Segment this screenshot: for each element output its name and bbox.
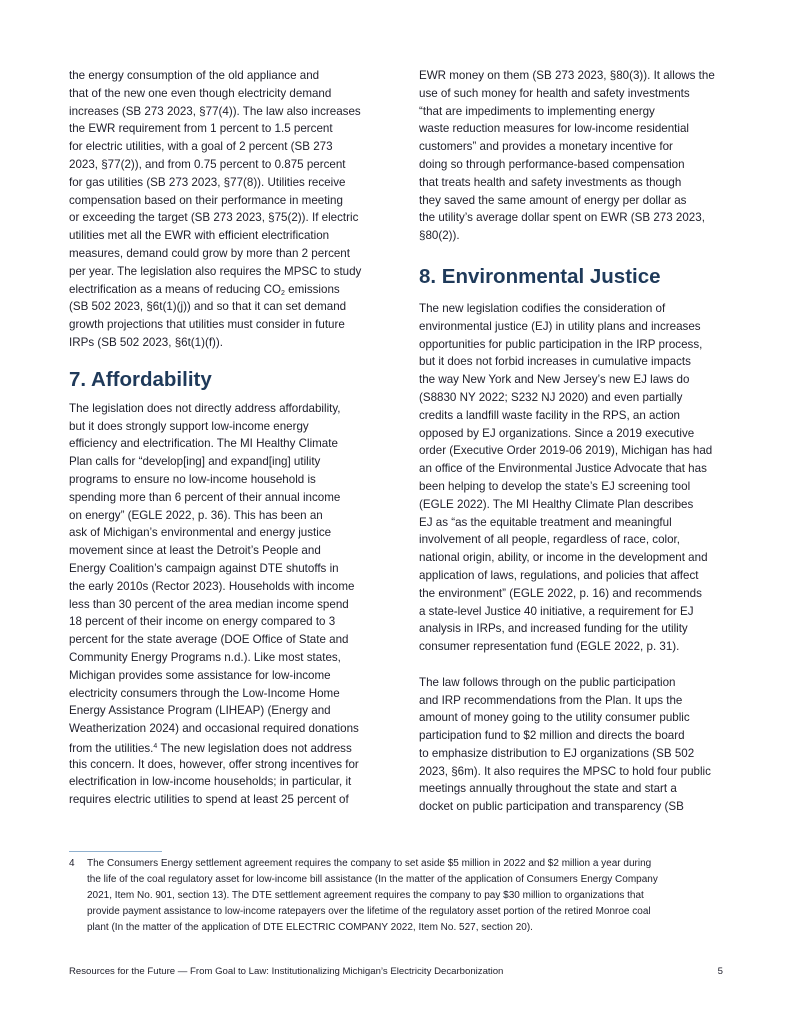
text-line: The new legislation codifies the consideration of — [419, 301, 666, 315]
text-line: (SB 502 2023, §6t(1)(j)) and so that it can set demand — [69, 300, 347, 314]
section-heading-affordability: 7. Affordability — [69, 367, 212, 391]
text-line: for gas utilities (SB 273 2023, §77(8)). Utilities receive — [69, 175, 346, 189]
footnote-marker[interactable]: 4 — [153, 742, 158, 750]
text-line: on energy” (EGLE 2022, p. 36). This has been an — [69, 508, 323, 522]
left-column — [69, 67, 373, 809]
text-line: (EGLE 2022). The MI Healthy Climate Plan describes — [419, 497, 694, 511]
text-line: compensation based on their performance in meeting — [69, 193, 343, 207]
text-line: Plan calls for “develop[ing] and expand[ing] utility — [69, 455, 321, 469]
text-line: Michigan provides some assistance for low-income — [69, 668, 331, 682]
text-line: for electric utilities, with a goal of 2 percent (SB 273 — [69, 140, 333, 154]
text-line: 2023, §6m). It also requires the MPSC to hold four public — [419, 764, 711, 778]
text-line: an office of the Environmental Justice Advocate that has — [419, 462, 707, 476]
text-line: a state-level Justice 40 initiative, a requirement for EJ — [419, 604, 694, 618]
text-line: this concern. It does, however, offer strong incentives for — [69, 757, 359, 771]
footnote-text — [87, 856, 658, 936]
text-line: the utility’s average dollar spent on EWR (SB 273 2023, — [419, 211, 705, 225]
text-line: EWR money on them (SB 273 2023, §80(3)). It allows the — [419, 69, 715, 82]
paragraph — [69, 400, 373, 738]
text-line: programs to ensure no low-income household is — [69, 472, 316, 486]
text-line: and IRP recommendations from the Plan. It ups the — [419, 693, 683, 707]
paragraph — [69, 67, 373, 281]
paragraph — [69, 756, 373, 809]
text-line: §80(2)). — [419, 229, 460, 243]
text-line: participation fund to $2 million and directs the board — [419, 729, 685, 743]
text-line: (S8830 NY 2022; S232 NJ 2020) and even partially — [419, 390, 683, 404]
text-line: been helping to develop the state’s EJ screening tool — [419, 479, 691, 493]
text-line: 2023, §77(2)), and from 0.75 percent to 0.875 percent — [69, 157, 346, 171]
section-heading-environmental-justice: 8. Environmental Justice — [419, 264, 661, 288]
text-line-co2: electrification as a means of reducing $CO_2$ emissions — [69, 282, 340, 297]
text-line: efficiency and electrification. The MI Healthy Climate — [69, 437, 338, 451]
text-line: movement since at least the Detroit’s People and — [69, 544, 321, 558]
text-line: national origin, ability, or income in the development and — [419, 551, 708, 565]
text-line: that of the new one even though electricity demand — [69, 86, 332, 100]
text-line: 2021, Item No. 901, section 13). The DTE settlement agreement requires the company to pay $30 million to organizations that — [87, 890, 644, 901]
text-line: plant (In the matter of the application of DTE ELECTRIC COMPANY 2022, Item No. 527, section 20). — [87, 922, 533, 933]
text-line: analysis in IRPs, and increased funding for the utility — [419, 622, 688, 636]
text-line: or exceeding the target (SB 273 2023, §75(2)). If electric — [69, 211, 359, 225]
text-line: Weatherization 2024) and occasional required donations — [69, 722, 359, 736]
text-line: electrification in low-income households; in particular, it — [69, 775, 352, 789]
subscript: 2 — [281, 289, 285, 297]
text-line: the way New York and New Jersey’s new EJ laws do — [419, 373, 690, 387]
text-line: the environment” (EGLE 2022, p. 16) and recommends — [419, 586, 702, 600]
text-line: utilities met all the EWR with efficient electrification — [69, 229, 330, 243]
text-line: the energy consumption of the old appliance and — [69, 69, 320, 82]
text-line: the life of the coal regulatory asset for low-income bill assistance (In the matter of the application of Consumers Energy Company — [87, 874, 658, 885]
paragraph — [419, 67, 723, 245]
text-line: opportunities for public participation in the IRP process, — [419, 337, 703, 351]
text-line: Energy Coalition’s campaign against DTE shutoffs in — [69, 561, 339, 575]
footnote-divider — [69, 851, 162, 852]
right-column — [419, 67, 723, 816]
text-line: measures, demand could grow by more than 2 percent — [69, 246, 350, 260]
text-line: order (Executive Order 2019-06 2019), Michigan has had — [419, 444, 713, 458]
text-line: meetings annually throughout the state and start a — [419, 782, 677, 796]
text-line: they saved the same amount of energy per dollar as — [419, 193, 687, 207]
text-line: The law follows through on the public participation — [419, 675, 676, 689]
text-line: credits a landfill waste facility in the RPS, an action — [419, 408, 680, 422]
text-line: application of laws, regulations, and policies that affect — [419, 568, 699, 582]
text-line: that treats health and safety investments as though — [419, 175, 682, 189]
text-line: The Consumers Energy settlement agreement requires the company to set aside $5 million in 2022 and $2 million a year during — [87, 858, 652, 869]
text-line: but it does not forbid increases in cumulative impacts — [419, 355, 691, 369]
text-line: docket on public participation and transparency (SB — [419, 800, 684, 814]
text-line: Energy Assistance Program (LIHEAP) (Energy and — [69, 704, 331, 718]
text-line: waste reduction measures for low-income residential — [419, 122, 689, 136]
text-line: per year. The legislation also requires the MPSC to study — [69, 264, 362, 278]
text-line-footnote-ref: from the utilities.$^4$ The new legislation does not address — [69, 741, 352, 755]
text-line: ask of Michigan’s environmental and energy justice — [69, 526, 332, 540]
text-line: EJ as “as the equitable treatment and meaningful — [419, 515, 672, 529]
text-line: use of such money for health and safety investments — [419, 86, 690, 100]
text-line: doing so through performance-based compensation — [419, 157, 685, 171]
text-line: growth projections that utilities must consider in future — [69, 318, 345, 332]
text-line: provide payment assistance to low-income ratepayers over the lifetime of the regulatory asset portion of the retired Monroe coal — [87, 906, 651, 917]
text-line: The legislation does not directly address affordability, — [69, 401, 341, 415]
text-line: requires electric utilities to spend at least 25 percent of — [69, 793, 349, 807]
text-line: spending more than 6 percent of their annual income — [69, 490, 341, 504]
text-line: Community Energy Programs n.d.). Like most states, — [69, 650, 341, 664]
text-line: 18 percent of their income on energy compared to 3 — [69, 615, 336, 629]
text-line: the early 2010s (Rector 2023). Households with income — [69, 579, 355, 593]
text-line: opposed by EJ organizations. Since a 2019 executive — [419, 426, 695, 440]
text-line: increases (SB 273 2023, §77(4)). The law also increases — [69, 104, 361, 118]
text-line: environmental justice (EJ) in utility plans and increases — [419, 319, 701, 333]
text-line: “that are impediments to implementing energy — [419, 104, 655, 118]
footnote-number: 4 — [69, 858, 75, 869]
paragraph — [419, 674, 723, 816]
text-line: IRPs (SB 502 2023, §6t(1)(f)). — [69, 335, 224, 349]
text-line: less than 30 percent of the area median income spend — [69, 597, 349, 611]
paragraph — [419, 300, 723, 656]
text-line: amount of money going to the utility consumer public — [419, 711, 690, 725]
text-line: but it does strongly support low-income energy — [69, 419, 309, 433]
paragraph-gap — [419, 656, 723, 674]
text-line: percent for the state average (DOE Office of State and — [69, 633, 349, 647]
text-line: consumer representation fund (EGLE 2022, p. 31). — [419, 640, 680, 654]
text-line: the EWR requirement from 1 percent to 1.5 percent — [69, 122, 333, 136]
text-line: customers” and provides a monetary incentive for — [419, 140, 673, 154]
paragraph — [69, 298, 373, 351]
footer-title: Resources for the Future — From Goal to Law: Institutionalizing Michigan’s Electricity Decarbonization — [69, 966, 504, 977]
text-line: electricity consumers through the Low-Income Home — [69, 686, 340, 700]
text-line: to emphasize distribution to EJ organizations (SB 502 — [419, 746, 695, 760]
text-line: involvement of all people, regardless of race, color, — [419, 533, 681, 547]
page-number: 5 — [717, 966, 723, 977]
